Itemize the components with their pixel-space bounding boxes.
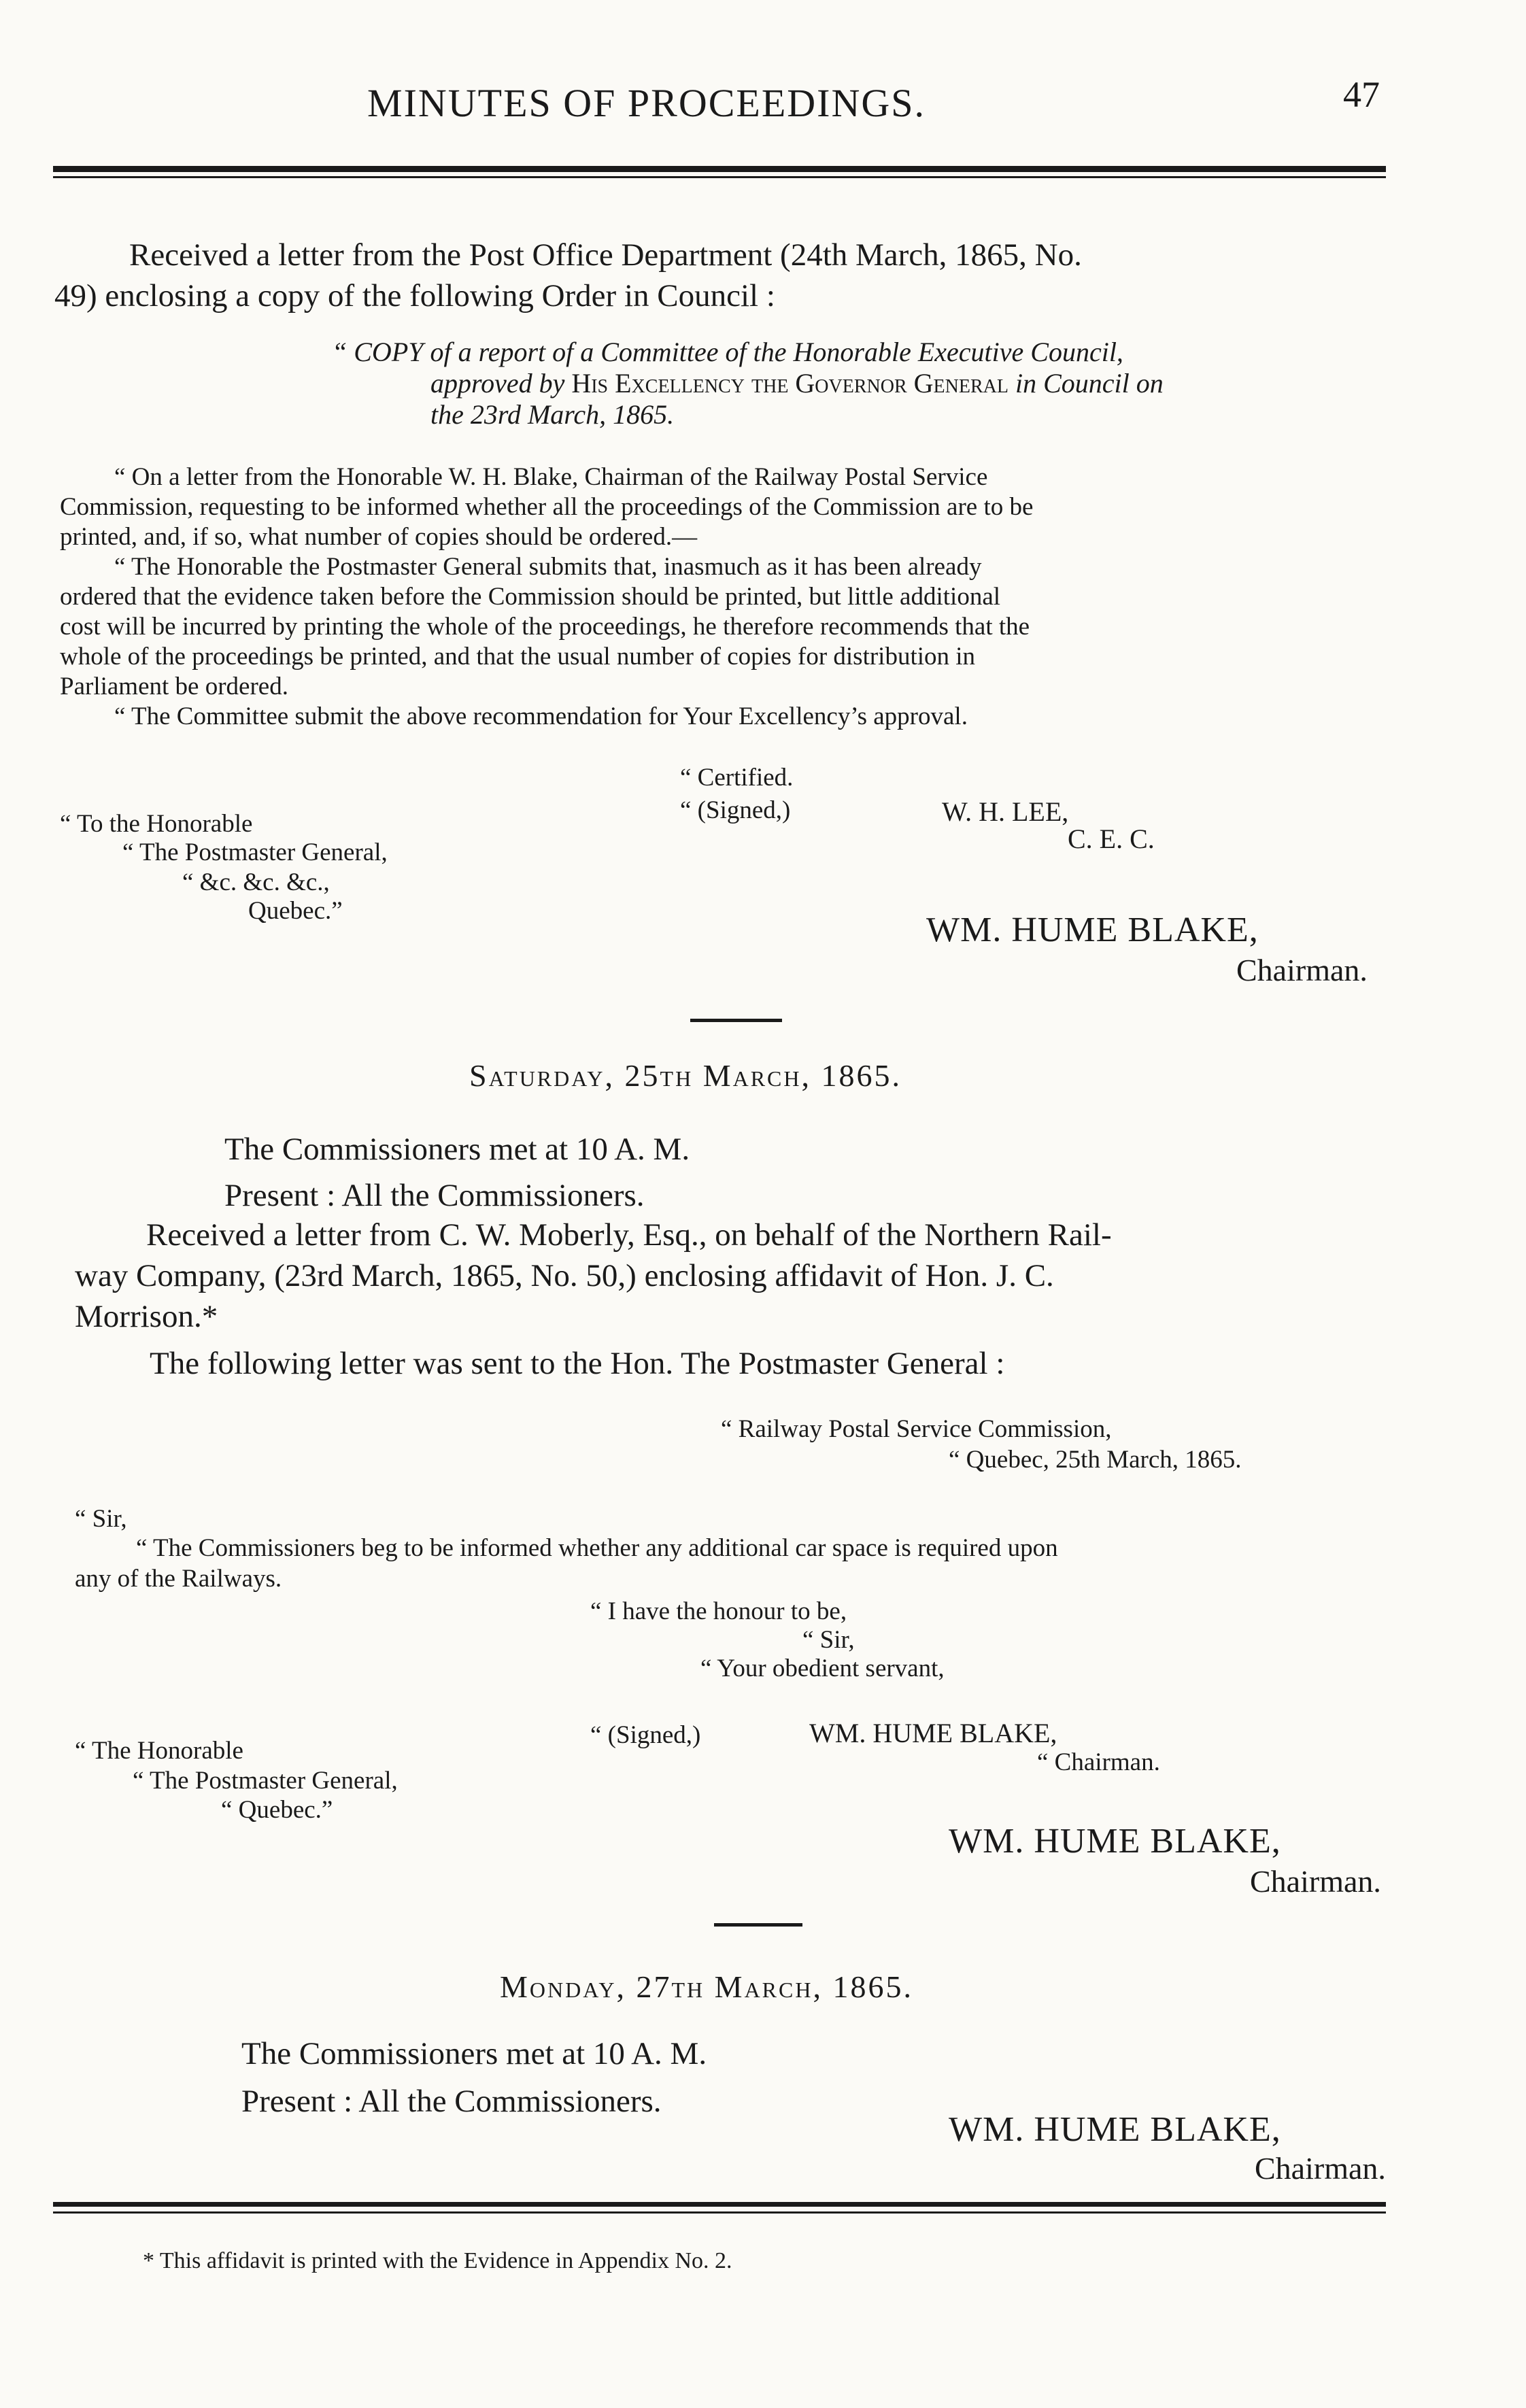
running-title: MINUTES OF PROCEEDINGS. [367, 81, 926, 125]
header-rule-thin [53, 176, 1386, 178]
monday-heading: Monday, 27th March, 1865. [500, 1969, 913, 2004]
signed-name-2: WM. HUME BLAKE, [809, 1718, 1057, 1748]
entry1-letter [54, 235, 1082, 316]
section-divider-1 [690, 1019, 782, 1022]
signature-name-3: WM. HUME BLAKE, [949, 2110, 1281, 2149]
monday-met: The Commissioners met at 10 A. M. [241, 2036, 707, 2071]
saturday-letter-line1: Received a letter from C. W. Moberly, Esq., on behalf of the Northern Rail- [146, 1217, 1112, 1253]
addr1-line4: Quebec.” [248, 897, 343, 925]
para1-line2: Commission, requesting to be informed whether all the proceedings of the Commission are to be [60, 493, 1034, 521]
para2-line3: cost will be incurred by printing the whole of the proceedings, he therefore recommends that the [60, 613, 1030, 641]
addr2-line3: “ Quebec.” [221, 1796, 333, 1824]
footnote: * This affidavit is printed with the Evidence in Appendix No. 2. [143, 2248, 732, 2273]
footer-rule-thick [53, 2202, 1386, 2207]
letter-body-line2: any of the Railways. [75, 1565, 282, 1593]
report-title [332, 337, 1164, 430]
certified: “ Certified. [680, 764, 794, 792]
section-divider-2 [714, 1923, 802, 1927]
report-title-approved: approved by [430, 368, 565, 398]
entry1-line1: Received a letter from the Post Office Department (24th March, 1865, No. [129, 237, 1082, 273]
saturday-sent: The following letter was sent to the Hon. The Postmaster General : [150, 1346, 1005, 1381]
addr1-line3: “ &c. &c. &c., [182, 868, 330, 896]
report-title-governor: His Excellency the Governor General [571, 368, 1008, 398]
report-title-council: in Council on [1015, 368, 1164, 398]
letter-from-line1: “ Railway Postal Service Commission, [721, 1415, 1112, 1443]
signature-title-3: Chairman. [1255, 2151, 1386, 2186]
header-rule-thick [53, 166, 1386, 172]
para2-line4: whole of the proceedings be printed, and that the usual number of copies for distribution in [60, 643, 976, 671]
report-title-line1: “ COPY of a report of a Committee of the Honorable Executive Council, [332, 337, 1123, 367]
addr1-line2: “ The Postmaster General, [122, 838, 388, 866]
para3: “ The Committee submit the above recommendation for Your Excellency’s approval. [114, 702, 968, 730]
addr2-line1: “ The Honorable [75, 1737, 243, 1765]
signature-title-2: Chairman. [1250, 1864, 1381, 1899]
para1-line1: “ On a letter from the Honorable W. H. Blake, Chairman of the Railway Postal Service [114, 463, 988, 491]
report-title-line3: the 23rd March, 1865. [430, 399, 675, 430]
letter-from-line2: “ Quebec, 25th March, 1865. [949, 1446, 1242, 1474]
saturday-met: The Commissioners met at 10 A. M. [224, 1132, 690, 1167]
letter-body-line1: “ The Commissioners beg to be informed whether any additional car space is required upon [136, 1534, 1058, 1562]
signer-title: C. E. C. [1068, 824, 1155, 854]
report-body [60, 462, 1406, 732]
signed-1: “ (Signed,) [680, 796, 791, 824]
monday-present: Present : All the Commissioners. [241, 2084, 662, 2119]
letter-close-line3: “ Your obedient servant, [700, 1655, 945, 1682]
saturday-heading: Saturday, 25th March, 1865. [469, 1058, 902, 1093]
saturday-letter-line3: Morrison.* [75, 1299, 218, 1334]
para2-line2: ordered that the evidence taken before the Commission should be printed, but little additional [60, 583, 1001, 611]
signer-name: W. H. LEE, [942, 796, 1069, 827]
saturday-letter [75, 1215, 1112, 1337]
saturday-letter-line2: way Company, (23rd March, 1865, No. 50,) enclosing affidavit of Hon. J. C. [75, 1258, 1054, 1293]
addr2-line2: “ The Postmaster General, [133, 1767, 398, 1795]
footer-rule-thin [53, 2211, 1386, 2214]
letter-salutation: “ Sir, [75, 1505, 127, 1533]
signed-title-2: “ Chairman. [1037, 1748, 1160, 1776]
para2-line1: “ The Honorable the Postmaster General submits that, inasmuch as it has been already [114, 553, 982, 581]
signature-name-1: WM. HUME BLAKE, [926, 911, 1259, 949]
signed-2: “ (Signed,) [590, 1721, 701, 1749]
signature-title-1: Chairman. [1236, 953, 1368, 987]
letter-close-line2: “ Sir, [802, 1626, 855, 1654]
signature-name-2: WM. HUME BLAKE, [949, 1822, 1281, 1861]
entry1-line2: 49) enclosing a copy of the following Order in Council : [54, 278, 775, 313]
report-title-line2 [430, 368, 1164, 399]
para1-line3: printed, and, if so, what number of copies should be ordered.— [60, 523, 698, 551]
page-number: 47 [1343, 74, 1380, 115]
addr1-line1: “ To the Honorable [60, 810, 253, 838]
para2-line5: Parliament be ordered. [60, 673, 288, 700]
letter-close-line1: “ I have the honour to be, [590, 1597, 847, 1625]
saturday-present: Present : All the Commissioners. [224, 1178, 645, 1213]
